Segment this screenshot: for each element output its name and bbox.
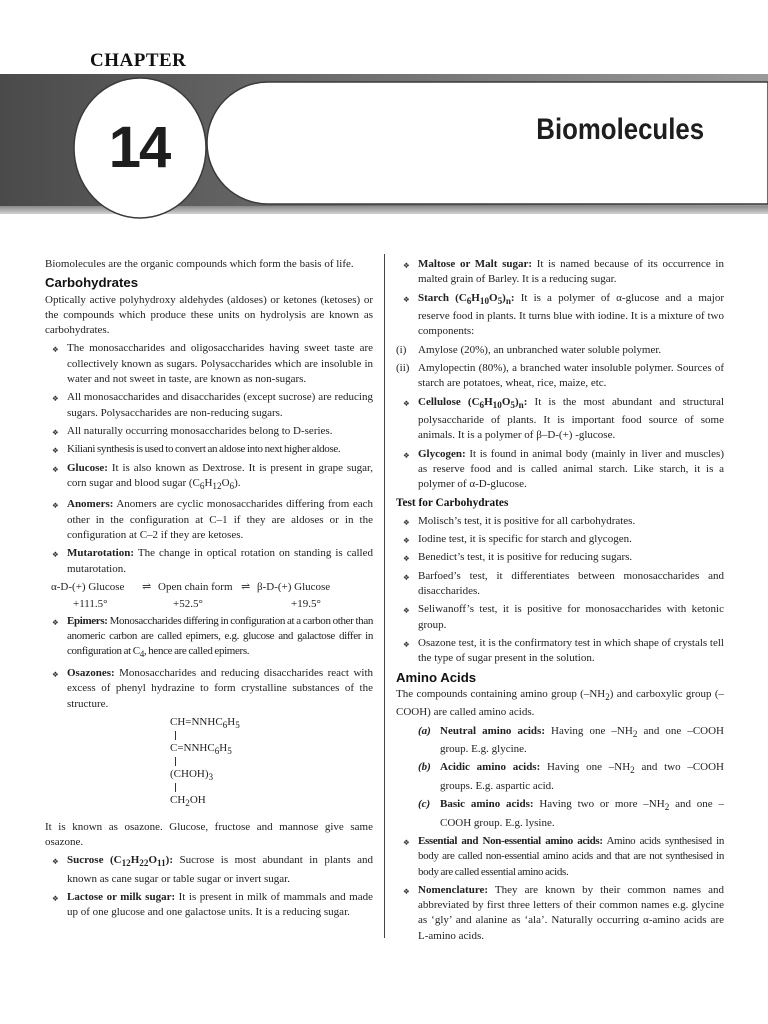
chapter-number: 14: [108, 115, 170, 180]
anomers-text: Anomers are cyclic monosaccharides differing from each other in the configuration at C–1 if they are aldoses or in the configuration at C–2 if they are ketoses.: [67, 498, 373, 541]
equilibrium-arrow: ⇌: [142, 580, 152, 593]
column-divider: [384, 254, 385, 938]
item-marker: (a): [418, 724, 431, 737]
glycogen-item: [396, 447, 724, 493]
epimers-term: Epimers:: [67, 614, 108, 627]
starch-term: Starch $(C_6H_{10}O_5)_n$:: [418, 291, 515, 306]
lactose-text: It is present in milk of mammals and made up of one glucose and one galactose units. It is a reducing sugar.: [67, 891, 373, 919]
bond-line: [175, 757, 176, 766]
amino-class-item: (c) Basic amino acids: Having two or more $-NH_2$ and one –COOH group. E.g. lysine.: [418, 798, 724, 829]
list-item: ❖ The monosaccharides and oligosaccharides having sweet taste are collectively known as sugars. Polysaccharides which are insoluble in water and not sweet in taste, are known as non-sugars.: [45, 341, 373, 387]
mutarotation-term: Mutarotation:: [67, 547, 135, 560]
mutarotation-item: [45, 546, 373, 577]
item-marker: (c): [418, 798, 431, 811]
glucose-text: It is also known as Dextrose. It is present in grape sugar, corn sugar and blood sugar (C: [67, 461, 373, 489]
essential-text: Amino acids synthesised in body are called non-essential amino acids and that are not synthesised in body are called essential amino acids.: [418, 834, 724, 878]
glycogen-term: Glycogen:: [418, 447, 466, 460]
essential-item: [396, 834, 724, 880]
intro-paragraph: Biomolecules are the organic compounds which form the basis of life.: [45, 258, 354, 270]
sucrose-item: [45, 853, 373, 887]
list-item: ❖ Kiliani synthesis is used to convert an aldose into next higher aldose.: [45, 442, 373, 457]
class-term: Basic amino acids:: [440, 798, 534, 811]
starch-component-item: [396, 343, 724, 358]
amino-acids-definition: The compounds containing amino group $(-NH_2)$ and carboxylic group (–COOH) are called amino acids.: [396, 687, 724, 719]
cellulose-text: It is the most abundant and structural polysaccharide of plants. It is important food source of some animals. It is a polymer of β–D-(+) -glucose.: [418, 395, 724, 442]
anomers-item: [45, 497, 373, 543]
osazones-item: [45, 666, 373, 712]
list-item: ❖ All naturally occurring monosaccharides belong to D-series.: [45, 424, 373, 439]
maltose-term: Maltose or Malt sugar:: [418, 258, 533, 270]
rotation-value: +52.5°: [173, 597, 203, 610]
item-marker: (ii): [396, 361, 410, 374]
essential-term: Essential and Non-essential amino acids:: [418, 834, 603, 847]
item-marker: (b): [418, 761, 431, 774]
right-column: [396, 257, 724, 947]
lactose-term: Lactose or milk sugar:: [67, 891, 176, 904]
list-item: ❖ Seliwanoff’s test, it is positive for monosaccharides with ketonic group.: [396, 602, 724, 633]
chapter-label: CHAPTER: [90, 50, 187, 71]
structure-line: $CH_2OH$: [170, 793, 206, 808]
formula-part: O: [221, 476, 230, 489]
epimers-item: [45, 614, 373, 663]
starch-item: [396, 291, 724, 340]
chapter-title: Biomolecules: [536, 113, 704, 146]
formula-part: ).: [234, 476, 241, 489]
structure-line: $C=NNHC_6H_5$: [170, 741, 232, 756]
epimers-text: Monosaccharides differing in configuration at a carbon other than anomeric carbon are called epimers, e.g. glucose and galactose differ in configuration at C: [67, 614, 373, 658]
glucose-item: [45, 461, 373, 495]
subscript: 6: [199, 481, 205, 492]
nomenclature-item: [396, 883, 724, 944]
carbohydrates-definition: Optically active polyhydroxy aldehydes (aldoses) or ketones (ketoses) or the compounds which produce these units on hydrolysis are known as carbohydrates.: [45, 293, 373, 337]
subscript: 6: [229, 481, 235, 492]
equation-term: Open chain form: [158, 580, 233, 593]
list-item: ❖ All monosaccharides and disaccharides (except sucrose) are reducing sugars. Polysaccharides are non-reducing sugars.: [45, 390, 373, 421]
rotation-value: +111.5°: [73, 597, 108, 610]
sucrose-term: Sucrose $(C_{12}H_{22}O_{11})$:: [67, 854, 173, 869]
nomenclature-term: Nomenclature:: [418, 883, 489, 896]
subscript: 12: [212, 481, 222, 492]
cellulose-item: [396, 395, 724, 444]
anomers-term: Anomers:: [67, 498, 114, 511]
formula-part: H: [204, 476, 213, 489]
subscript: 4: [139, 649, 144, 660]
bond-line: [175, 731, 176, 740]
starch-text: It is a polymer of α-glucose and a major reserve food in plants. It turns blue with iodine. It is a mixture of two components:: [418, 291, 724, 338]
item-text: Amylose (20%), an unbranched water soluble polymer.: [418, 343, 662, 356]
list-item: ❖ Molisch’s test, it is positive for all carbohydrates.: [396, 514, 724, 529]
osazones-text: Monosaccharides and reducing disaccharides react with excess of phenyl hydrazine to form crystalline substances of the structure.: [67, 666, 373, 710]
sucrose-text: Sucrose is most abundant in plants and known as cane sugar or table sugar or invert sugar.: [67, 854, 373, 885]
cellulose-term: Cellulose $(C_6H_{10}O_5)_n$:: [418, 395, 528, 410]
glucose-term: Glucose:: [67, 461, 108, 474]
maltose-text: It is named because of its occurrence in malted grain of Barley. It is a reducing sugar.: [418, 258, 724, 286]
maltose-item: [396, 257, 724, 288]
structure-line: $(CHOH)_3$: [170, 767, 214, 782]
test-heading: Test for Carbohydrates: [396, 496, 509, 509]
rotation-value: +19.5°: [291, 597, 321, 610]
class-term: Acidic amino acids:: [440, 761, 541, 774]
osazones-term: Osazones:: [67, 666, 115, 679]
equation-term: β-D-(+) Glucose: [257, 580, 331, 593]
structure-line: $CH=NNHC_6H_5$: [170, 715, 240, 730]
list-item: ❖ Osazone test, it is the confirmatory test in which shape of crystals tell the type of sugar present in the solution.: [396, 636, 724, 667]
rotation-values: [45, 597, 373, 614]
list-item: ❖ Barfoed’s test, it differentiates between monosaccharides and disaccharides.: [396, 569, 724, 600]
carbohydrates-heading: Carbohydrates: [45, 275, 139, 291]
osazone-note: It is known as osazone. Glucose, fructose and mannose give same osazone.: [45, 820, 373, 849]
lactose-item: [45, 890, 373, 921]
glycogen-text: It is found in animal body (mainly in liver and muscles) as reserve food and is called animal starch. Like starch, it is a polymer of α-D-glucose.: [418, 447, 724, 491]
class-term: Neutral amino acids:: [440, 724, 545, 737]
list-item: ❖ Iodine test, it is specific for starch and glycogen.: [396, 532, 724, 547]
bond-line: [175, 783, 176, 792]
osazone-structure: [45, 715, 373, 817]
equation-term: α-D-(+) Glucose: [51, 580, 125, 593]
amino-class-item: (a) Neutral amino acids: Having one $-NH_2$ and one –COOH group. E.g. glycine.: [418, 724, 725, 756]
equilibrium-arrow: ⇌: [241, 580, 251, 593]
item-marker: (i): [396, 343, 407, 356]
amino-acids-heading: Amino Acids: [396, 669, 477, 685]
item-text: Amylopectin (80%), a branched water insoluble polymer. Sources of starch are potatoes, wheat, rice, maize, etc.: [418, 361, 724, 390]
mutarotation-text: The change in optical rotation on standing is called mutarotation.: [67, 547, 373, 575]
nomenclature-text: They are known by their common names and abbreviated by first three letters of their common names e.g. glycine as ‘gly’ and alanine as ‘ala’. Naturally occurring α-amino acids are L-amino acids.: [418, 883, 724, 942]
epimers-text: , hence are called epimers.: [143, 645, 250, 658]
mutarotation-equation: [45, 580, 373, 597]
list-item: ❖ Benedict’s test, it is positive for reducing sugars.: [396, 550, 724, 565]
left-column: [45, 257, 373, 924]
starch-component-item: [396, 361, 724, 392]
amino-class-item: (b) Acidic amino acids: Having one $-NH_2$ and two –COOH groups. E.g. aspartic acid.: [418, 761, 724, 792]
